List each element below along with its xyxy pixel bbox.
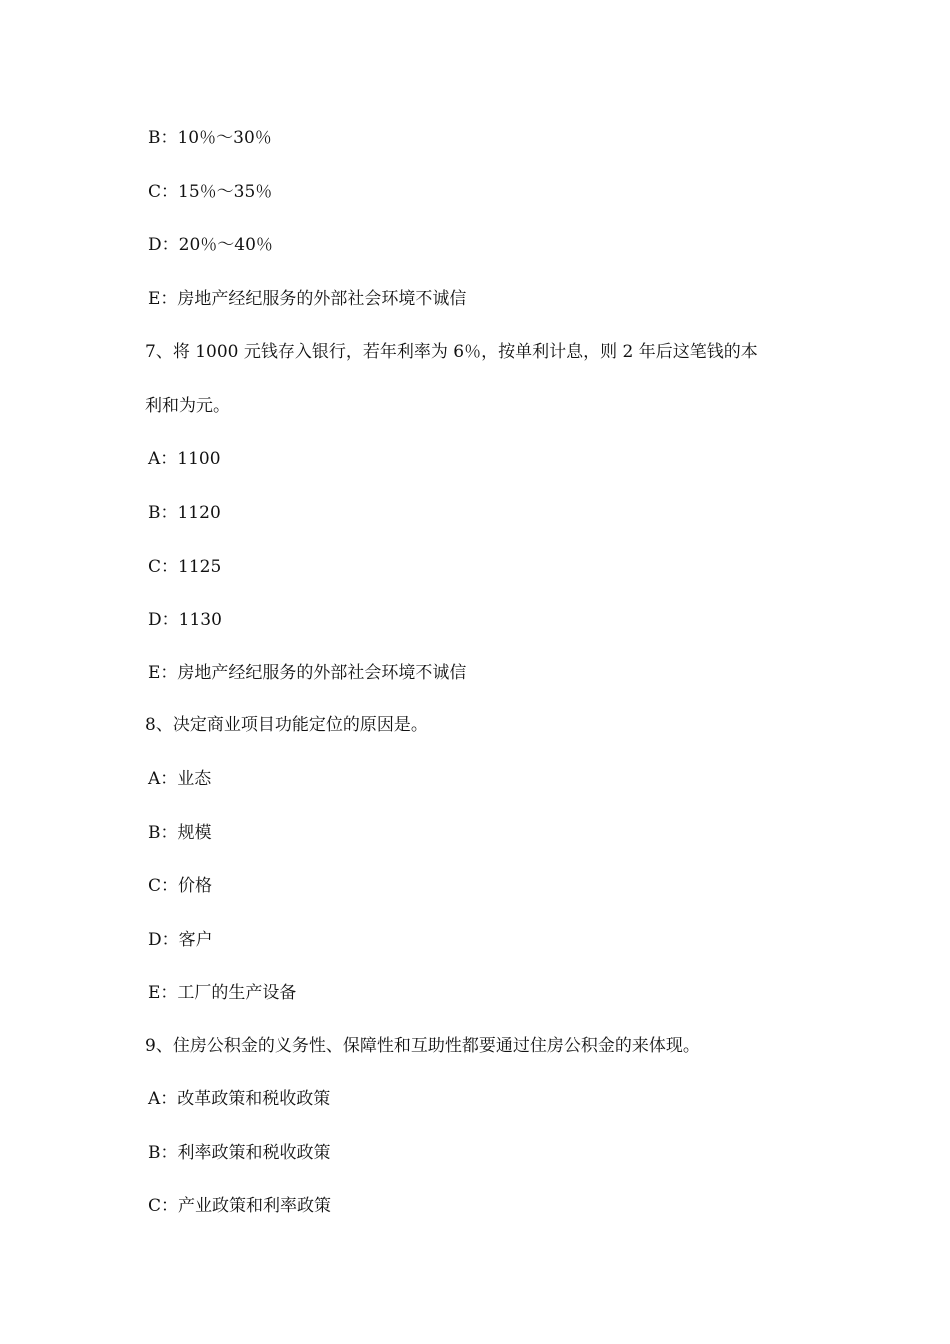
option-line: E：工厂的生产设备 xyxy=(148,983,297,1003)
option-line: B：规模 xyxy=(148,823,212,843)
option-line: E：房地产经纪服务的外部社会环境不诚信 xyxy=(148,289,467,309)
option-line: D：20％～40％ xyxy=(148,235,273,255)
option-line: A：1100 xyxy=(148,449,221,469)
question-line: 7、将 1000 元钱存入银行，若年利率为 6％，按单利计息，则 2 年后这笔钱的本 xyxy=(145,342,758,362)
option-line: C：15％～35％ xyxy=(148,182,273,202)
option-line: C：产业政策和利率政策 xyxy=(148,1196,332,1216)
question-line: 8、决定商业项目功能定位的原因是。 xyxy=(145,715,428,735)
option-line: B：10％～30％ xyxy=(148,128,272,148)
question-line: 9、住房公积金的义务性、保障性和互助性都要通过住房公积金的来体现。 xyxy=(145,1036,700,1056)
question-line: 利和为元。 xyxy=(145,396,230,416)
option-line: C：1125 xyxy=(148,557,222,577)
option-line: B：利率政策和税收政策 xyxy=(148,1143,331,1163)
option-line: C：价格 xyxy=(148,876,213,896)
option-line: A：改革政策和税收政策 xyxy=(148,1089,331,1109)
option-line: D：客户 xyxy=(148,930,213,950)
option-line: E：房地产经纪服务的外部社会环境不诚信 xyxy=(148,663,467,683)
option-line: A：业态 xyxy=(148,769,212,789)
option-line: B：1120 xyxy=(148,503,221,523)
option-line: D：1130 xyxy=(148,610,222,630)
